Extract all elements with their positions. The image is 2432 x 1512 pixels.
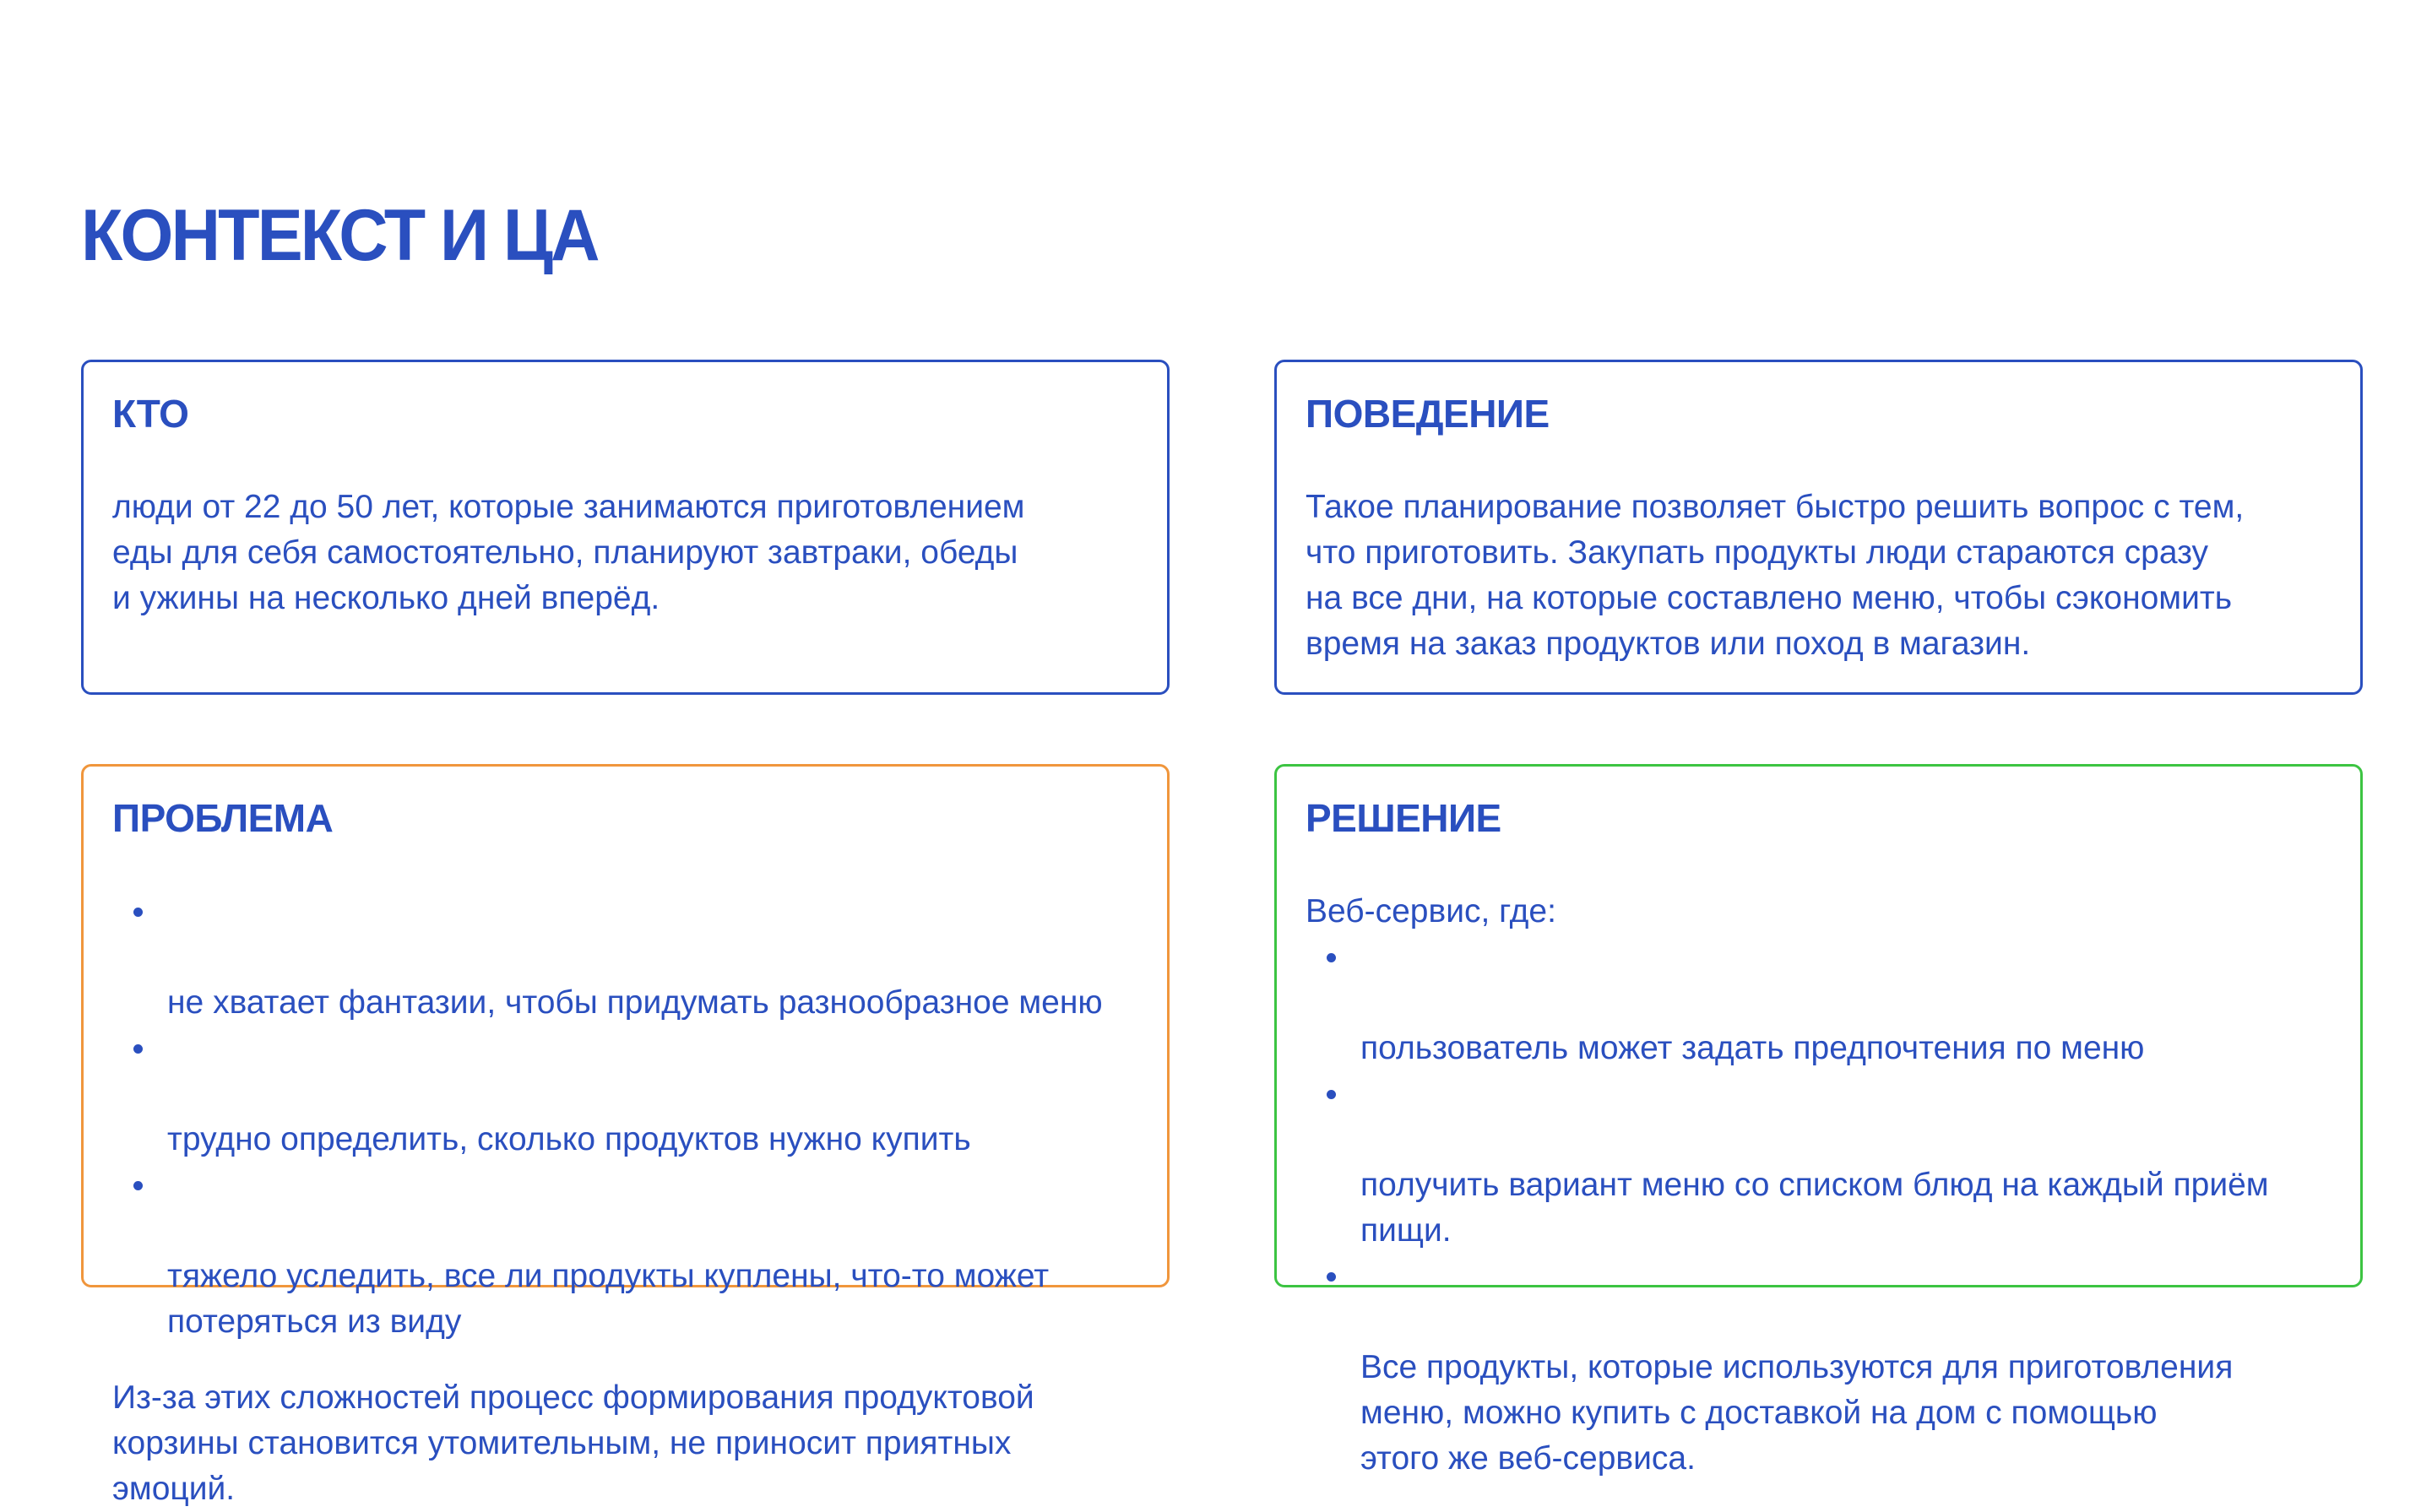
problem-bullet-list	[112, 889, 1138, 1345]
card-who	[81, 360, 1170, 695]
list-item	[133, 889, 1138, 1026]
card-solution-title: РЕШЕНИЕ	[1306, 796, 1501, 840]
bullet-dot-icon	[133, 908, 143, 917]
list-item	[1327, 935, 2332, 1071]
list-item-text: трудно определить, сколько продуктов нужно купить	[167, 1121, 971, 1158]
card-behavior-text: Такое планирование позволяет быстро решить вопрос с тем, что приготовить. Закупать продукты люди стараются сразу на все дни, на которые составлено меню, чтобы сэкономить время на заказ продуктов или поход в магазин.	[1306, 489, 2245, 663]
bullet-dot-icon	[133, 1181, 143, 1190]
card-problem	[81, 764, 1170, 1508]
list-item	[1327, 1254, 2332, 1482]
card-solution	[1274, 764, 2363, 1477]
page-title: КОНТЕКСТ И ЦА	[81, 195, 598, 276]
card-problem-conclusion: Из-за этих сложностей процесс формирования продуктовой корзины становится утомительным, не приносит приятных эмоций.	[112, 1379, 1034, 1508]
card-behavior-title: ПОВЕДЕНИЕ	[1306, 392, 1550, 436]
bullet-dot-icon	[1327, 1090, 1336, 1099]
card-behavior	[1274, 360, 2363, 695]
list-item	[133, 1162, 1138, 1345]
solution-bullet-list	[1306, 935, 2332, 1482]
card-who-text: люди от 22 до 50 лет, которые занимаются приготовлением еды для себя самостоятельно, планируют завтраки, обеды и ужины на несколько дней вперёд.	[112, 489, 1025, 617]
bullet-dot-icon	[133, 1044, 143, 1054]
list-item-text: получить вариант меню со списком блюд на каждый приём пищи.	[1360, 1167, 2269, 1249]
list-item-text: не хватает фантазии, чтобы придумать разнообразное меню	[167, 984, 1103, 1022]
list-item	[133, 1026, 1138, 1162]
card-who-title: КТО	[112, 392, 189, 436]
list-item-text: Все продукты, которые используются для приготовления меню, можно купить с доставкой на дом с помощью этого же веб-сервиса.	[1360, 1349, 2234, 1477]
card-solution-intro: Веб-сервис, где:	[1306, 893, 1556, 930]
list-item-text: тяжело уследить, все ли продукты куплены, что-то может потеряться из виду	[167, 1258, 1050, 1341]
card-problem-title: ПРОБЛЕМА	[112, 796, 334, 840]
list-item	[1327, 1071, 2332, 1254]
bullet-dot-icon	[1327, 953, 1336, 962]
bullet-dot-icon	[1327, 1272, 1336, 1282]
list-item-text: пользователь может задать предпочтения по меню	[1360, 1030, 2145, 1067]
